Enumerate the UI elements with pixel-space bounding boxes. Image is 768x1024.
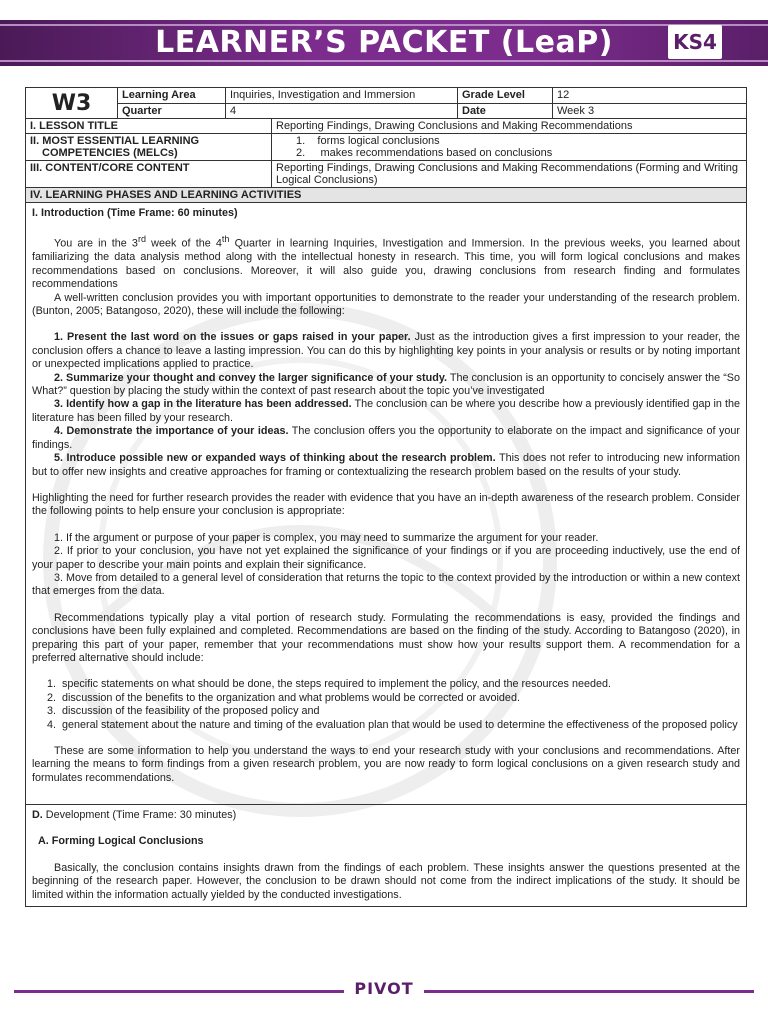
superscript: rd — [137, 234, 146, 245]
info-values-left — [226, 88, 458, 118]
point-text: The conclusion can be where you describe how a previously identified gap in the literature has been filled by your research. — [32, 398, 740, 424]
intro-paragraph-5: These are some information to help you understand the ways to end your research study with your conclusions and recommendations. After learning the means to form findings from a given research problem, you are now ready to form logical conclusions on a given research study and formulates recommendations. — [32, 745, 740, 784]
point-text: The conclusion offers you the opportunity to elaborate on the impact and significance of your findings. — [32, 425, 740, 451]
info-labels-right — [458, 88, 553, 118]
conclusion-point — [32, 331, 740, 371]
point-heading: 2. Summarize your thought and convey the larger significance of your study. — [54, 371, 448, 384]
development-heading — [32, 809, 740, 822]
development-section — [26, 805, 746, 906]
melc-item — [296, 147, 742, 159]
conclusion-point — [32, 372, 740, 399]
melc-item-text: forms logical conclusions — [317, 135, 440, 147]
ks-badge: KS4 — [668, 25, 722, 59]
content-label: III. CONTENT/CORE CONTENT — [26, 161, 272, 187]
learning-area-value: Inquiries, Investigation and Immersion — [226, 88, 457, 104]
intro-heading: I. Introduction (Time Frame: 60 minutes) — [32, 207, 238, 219]
melc-label-line2: COMPETENCIES (MELCs) — [42, 147, 178, 159]
intro-text: Quarter in learning Inquiries, Investigation and Immersion. In the previous weeks, you learned about familiarizing the data analysis method along with the intellectual honesty in research. This time, you will form logical conclusions and makes recommendations based on conclusions. Moreover, it will also guide you, drawing conclusions from research finding and formulates recommendations — [32, 238, 740, 291]
intro-paragraph-4: Recommendations typically play a vital portion of research study. Formulating the recommendations is easy, provided the findings and conclusions have been fully explained and completed. Recommendations are based on the finding of the study. According to Batangoso (2020), in preparing this part of your paper, remember that your recommendations must show how your results support them. A recommendation for a preferred alternative should include: — [32, 611, 740, 664]
introduction-section — [26, 203, 746, 804]
point-text: This does not refer to introducing new information but to offer new insights and creative approaches for framing or contextualizing the research problem based on the results of your study. — [32, 452, 740, 478]
grade-level-label: Grade Level — [458, 88, 552, 104]
date-label: Date — [462, 105, 486, 117]
melc-item-text: makes recommendations based on conclusions — [320, 147, 553, 159]
intro-paragraph-1 — [32, 233, 740, 291]
quarter-value: 4 — [230, 105, 237, 117]
list-item — [32, 705, 740, 718]
consideration-item: 1. If the argument or purpose of your paper is complex, you may need to summarize the argument for your reader. — [54, 531, 599, 544]
point-text: Just as the introduction gives a first impression to your reader, the conclusion offers a chance to leave a lasting impression. You can do this by highlighting key points in your analysis or results or by noting important or unexpected implications applied to practice. — [32, 331, 741, 371]
development-letter: D. — [32, 809, 43, 821]
point-text: The conclusion is an opportunity to concisely answer the “So What?” question by placing the study within the context of past research about the topic you’ve investigated — [32, 371, 740, 398]
grade-level-value: 12 — [553, 88, 746, 104]
lesson-title-value: Reporting Findings, Drawing Conclusions and Making Recommendations — [276, 120, 633, 132]
list-text: discussion of the feasibility of the proposed policy and — [62, 705, 320, 718]
date-value: Week 3 — [557, 105, 595, 117]
melc-num: 1. — [296, 135, 318, 147]
activities-heading: IV. LEARNING PHASES AND LEARNING ACTIVITIES — [26, 188, 746, 202]
list-text: discussion of the benefits to the organization and what problems would be corrected or avoided. — [62, 691, 520, 704]
intro-paragraph-3: Highlighting the need for further research provides the reader with evidence that you have an in-depth awareness of the research problem. Consider the following points to help ensure your conclusion is appropriate: — [32, 491, 740, 518]
intro-paragraph-2: A well-written conclusion provides you with important opportunities to demonstrate to the reader your understanding of the research problem. (Bunton, 2005; Batangoso, 2020), these will include the following: — [32, 291, 740, 318]
conclusion-point — [32, 398, 740, 425]
quarter-label: Quarter — [122, 105, 162, 117]
learning-sheet — [25, 87, 747, 907]
melc-list — [272, 134, 746, 160]
week-label: W3 — [26, 88, 118, 118]
list-text: general statement about the nature and timing of the evaluation plan that would be used to determine the effectiveness of the proposed policy — [62, 718, 738, 731]
list-text: specific statements on what should be done, the steps required to implement the policy, and the resources needed. — [62, 678, 611, 691]
list-number: 2. — [46, 691, 56, 704]
conclusion-point — [32, 425, 740, 452]
info-labels-left — [118, 88, 226, 118]
superscript: th — [221, 234, 230, 245]
consideration-item: 3. Move from detailed to a general level of consideration that returns the topic to the context provided by the introduction or within a new context that emerges from the data. — [32, 571, 740, 598]
footer-line-left — [14, 990, 344, 993]
info-values-right — [553, 88, 746, 118]
melc-num: 2. — [296, 147, 321, 159]
recommendation-list — [32, 678, 740, 732]
content-value: Reporting Findings, Drawing Conclusions and Making Recommendations (Forming and Writing Logical Conclusions) — [276, 162, 739, 186]
melc-item — [296, 135, 742, 147]
lesson-title-label: I. LESSON TITLE — [26, 119, 272, 133]
intro-text: week of the 4 — [145, 238, 222, 250]
point-heading: 4. Demonstrate the importance of your ideas. — [54, 425, 289, 438]
subsection-heading: A. Forming Logical Conclusions — [38, 835, 204, 848]
list-number: 1. — [46, 678, 56, 691]
consideration-item: 2. If prior to your conclusion, you have not yet explained the significance of your findings or if you are proceeding inductively, use the end of your paper to describe your main points and explain their significance. — [32, 545, 740, 571]
list-item — [32, 719, 740, 732]
melc-label — [26, 134, 272, 160]
list-item — [32, 678, 740, 691]
footer-line-right — [424, 990, 754, 993]
learning-area-label: Learning Area — [118, 88, 225, 104]
list-item — [32, 692, 740, 705]
header-banner — [0, 20, 768, 66]
list-number: 3. — [46, 705, 56, 718]
list-number: 4. — [46, 718, 56, 731]
development-title: Development (Time Frame: 30 minutes) — [42, 809, 237, 821]
intro-text: You are in the 3 — [54, 238, 138, 250]
packet-title: LEARNER’S PACKET (LeaP) — [155, 25, 613, 60]
melc-label-line1: II. MOST ESSENTIAL LEARNING — [30, 135, 200, 147]
development-paragraph: Basically, the conclusion contains insights drawn from the findings of each problem. These insights answer the questions presented at the beginning of the research paper. However, the conclusion to be drawn should not come from the indirect implications of the study. It should be limited within the information actually yielded by the conducted investigations. — [32, 861, 740, 901]
point-heading: 1. Present the last word on the issues or gaps raised in your paper. — [54, 331, 411, 344]
pivot-logo: PIVOT — [354, 979, 414, 998]
point-heading: 3. Identify how a gap in the literature has been addressed. — [54, 398, 352, 411]
point-heading: 5. Introduce possible new or expanded ways of thinking about the research problem. — [54, 452, 496, 465]
conclusion-point — [32, 452, 740, 479]
